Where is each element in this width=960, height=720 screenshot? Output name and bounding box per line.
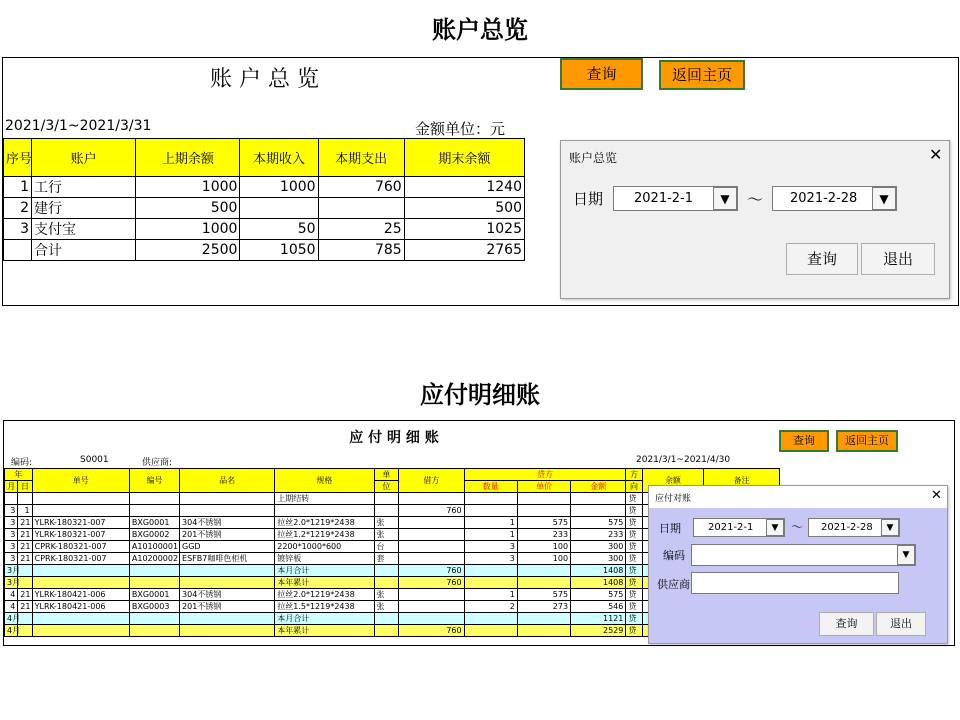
sheet-title: 应 付 明 细 账 xyxy=(349,430,439,446)
cell-day: 21 xyxy=(18,553,32,565)
cell-month: 4 xyxy=(5,589,18,601)
col-header-credit: 贷方 xyxy=(464,469,626,481)
cell-qty xyxy=(464,613,517,625)
cell-direction: 贷 xyxy=(626,553,642,565)
col-header: 本期支出 xyxy=(318,139,404,177)
cell-month: 3 xyxy=(5,553,18,565)
cell-month: 4 xyxy=(5,601,18,613)
dropdown-arrow-icon[interactable]: ▼ xyxy=(766,519,784,536)
col-header-price: 单价 xyxy=(517,481,570,493)
cell-price: 100 xyxy=(517,541,570,553)
code-label: 编码 xyxy=(663,549,685,562)
cell-day: 21 xyxy=(18,589,32,601)
cell-debit xyxy=(399,529,465,541)
col-header-doc: 单号 xyxy=(32,469,129,493)
cell-qty xyxy=(464,625,517,637)
cell-name xyxy=(180,493,275,505)
cell-debit xyxy=(399,613,465,625)
cell: 500 xyxy=(136,198,240,219)
cell-month: 3月 xyxy=(5,565,18,577)
date-from-value: 2021-2-1 xyxy=(634,191,694,206)
cell-name: 304不锈钢 xyxy=(180,589,275,601)
date-label: 日期 xyxy=(573,190,604,208)
cell-spec: 拉丝2.0*1219*2438 xyxy=(275,517,374,529)
cell-debit: 760 xyxy=(399,625,465,637)
cell: 1000 xyxy=(240,177,318,198)
cell-month: 3 xyxy=(5,541,18,553)
cell xyxy=(4,240,32,261)
cell-code: BXG0001 xyxy=(129,517,179,529)
cell-qty xyxy=(464,505,517,517)
cell-amount: 300 xyxy=(571,553,626,565)
cell-spec: 拉丝1.2*1219*2438 xyxy=(275,529,374,541)
cell-price: 273 xyxy=(517,601,570,613)
cell-amount: 300 xyxy=(571,541,626,553)
cell-unit xyxy=(374,577,399,589)
cell: 1025 xyxy=(404,219,524,240)
cell: 2 xyxy=(4,198,32,219)
cell-price xyxy=(517,625,570,637)
cell-doc xyxy=(32,505,129,517)
cell-month: 4月 xyxy=(5,613,18,625)
cell-debit: 760 xyxy=(399,565,465,577)
account-overview-dialog xyxy=(560,140,950,299)
cell-name xyxy=(180,577,275,589)
col-header-unit: 单 xyxy=(374,469,399,481)
col-header: 序号 xyxy=(4,139,32,177)
cell-debit xyxy=(399,541,465,553)
col-header-year: 年 xyxy=(5,469,33,481)
col-header-unit: 位 xyxy=(374,481,399,493)
cell-day xyxy=(18,493,32,505)
cell-doc xyxy=(32,565,129,577)
cell-direction: 贷 xyxy=(626,577,642,589)
cell-unit xyxy=(374,625,399,637)
cell-direction: 贷 xyxy=(626,493,642,505)
cell-amount: 233 xyxy=(571,529,626,541)
col-header-day: 日 xyxy=(18,481,32,493)
cell-qty: 1 xyxy=(464,589,517,601)
cell-spec: 上期结转 xyxy=(275,493,374,505)
cell: 工行 xyxy=(32,177,136,198)
col-header-name: 品名 xyxy=(180,469,275,493)
cell-direction: 贷 xyxy=(626,517,642,529)
cell-day: 21 xyxy=(18,541,32,553)
table-row xyxy=(4,177,525,198)
cell-amount: 1408 xyxy=(571,565,626,577)
dialog-titlebar xyxy=(649,486,947,508)
cell-spec: 2200*1000*600 xyxy=(275,541,374,553)
query-button[interactable]: 查询 xyxy=(560,58,643,90)
slide1-heading: 账户总览 xyxy=(432,15,528,44)
dialog-title: 账户总览 xyxy=(569,151,618,165)
cell-day: 1 xyxy=(18,505,32,517)
col-header: 本期收入 xyxy=(240,139,318,177)
date-to-combo[interactable] xyxy=(808,518,900,537)
cell-month xyxy=(5,493,18,505)
period-label: 2021/3/1~2021/4/30 xyxy=(636,455,731,465)
slide2-heading: 应付明细账 xyxy=(420,380,540,409)
cell-spec: 拉丝1.5*1219*2438 xyxy=(275,601,374,613)
tilde-separator: ～ xyxy=(747,190,764,209)
cell-day: 21 xyxy=(18,529,32,541)
date-from-combo[interactable] xyxy=(613,186,738,211)
cell-name: 304不锈钢 xyxy=(180,517,275,529)
cell-unit xyxy=(374,565,399,577)
cell: 建行 xyxy=(32,198,136,219)
cell-qty xyxy=(464,565,517,577)
cell-debit: 760 xyxy=(399,577,465,589)
payable-reconcile-dialog xyxy=(648,485,948,644)
cell-amount xyxy=(571,493,626,505)
cell-direction: 贷 xyxy=(626,625,642,637)
cell xyxy=(318,198,404,219)
cell: 50 xyxy=(240,219,318,240)
col-header-spec: 规格 xyxy=(275,469,374,493)
dropdown-arrow-icon[interactable]: ▼ xyxy=(713,187,737,210)
cell: 1050 xyxy=(240,240,318,261)
cell: 1240 xyxy=(404,177,524,198)
cell-direction: 贷 xyxy=(626,601,642,613)
cell-name: 201不锈钢 xyxy=(180,529,275,541)
cell-amount xyxy=(571,505,626,517)
cell-code xyxy=(129,625,179,637)
cell-qty: 2 xyxy=(464,601,517,613)
query-button[interactable]: 查询 xyxy=(779,430,829,452)
cell-doc: CPRK-180321-007 xyxy=(32,541,129,553)
cell-doc: YLRK-180321-007 xyxy=(32,529,129,541)
dialog-exit-button[interactable]: 退出 xyxy=(861,243,935,275)
col-header-month: 月 xyxy=(5,481,18,493)
dialog-query-button[interactable]: 查询 xyxy=(786,243,858,275)
col-header-remark: 备注 xyxy=(704,469,780,493)
cell: 1000 xyxy=(136,219,240,240)
date-to-combo[interactable] xyxy=(772,186,897,211)
code-combo[interactable] xyxy=(691,544,916,566)
col-header: 上期余额 xyxy=(136,139,240,177)
account-table xyxy=(3,138,525,261)
dialog-query-button[interactable]: 查询 xyxy=(819,612,874,636)
cell-doc xyxy=(32,613,129,625)
cell: 760 xyxy=(318,177,404,198)
col-header-amount: 金额 xyxy=(571,481,626,493)
col-header-code: 编号 xyxy=(129,469,179,493)
cell-day: 21 xyxy=(18,601,32,613)
cell-qty xyxy=(464,493,517,505)
cell: 支付宝 xyxy=(32,219,136,240)
cell-name: GGD xyxy=(180,541,275,553)
code-value: S0001 xyxy=(80,455,109,465)
cell: 3 xyxy=(4,219,32,240)
cell-name xyxy=(180,625,275,637)
cell-price xyxy=(517,565,570,577)
cell-code: BXG0003 xyxy=(129,601,179,613)
close-icon[interactable]: ✕ xyxy=(931,488,942,503)
code-label: 编码: xyxy=(11,458,33,468)
col-header-balance: 余额 xyxy=(642,469,703,493)
cell xyxy=(240,198,318,219)
cell-code xyxy=(129,493,179,505)
cell-spec: 本月合计 xyxy=(275,613,374,625)
cell-spec: 拉丝2.0*1219*2438 xyxy=(275,589,374,601)
col-header: 期末余额 xyxy=(404,139,524,177)
cell-spec: 本年累计 xyxy=(275,625,374,637)
cell-name: 201不锈钢 xyxy=(180,601,275,613)
cell-code xyxy=(129,505,179,517)
cell-price xyxy=(517,493,570,505)
cell: 785 xyxy=(318,240,404,261)
cell-code xyxy=(129,577,179,589)
cell-qty: 1 xyxy=(464,517,517,529)
cell-price: 100 xyxy=(517,553,570,565)
cell-price xyxy=(517,613,570,625)
cell-unit: 台 xyxy=(374,541,399,553)
cell-spec: 本月合计 xyxy=(275,565,374,577)
cell-debit xyxy=(399,517,465,529)
col-header-qty: 数量 xyxy=(464,481,517,493)
cell-amount: 1408 xyxy=(571,577,626,589)
cell-spec xyxy=(275,505,374,517)
cell: 合计 xyxy=(32,240,136,261)
cell-month: 3 xyxy=(5,505,18,517)
cell-unit xyxy=(374,493,399,505)
cell-debit xyxy=(399,493,465,505)
unit-label: 金额单位：元 xyxy=(415,120,506,138)
cell-code: A10100001 xyxy=(129,541,179,553)
tilde-separator: ～ xyxy=(791,520,804,534)
cell-doc: YLRK-180421-006 xyxy=(32,589,129,601)
cell-doc: YLRK-180421-006 xyxy=(32,601,129,613)
date-from-value: 2021-2-1 xyxy=(708,522,754,533)
cell-name xyxy=(180,505,275,517)
cell-doc xyxy=(32,493,129,505)
cell-unit xyxy=(374,505,399,517)
cell-unit: 套 xyxy=(374,553,399,565)
cell-qty: 3 xyxy=(464,553,517,565)
cell-price: 233 xyxy=(517,529,570,541)
close-icon[interactable]: ✕ xyxy=(929,145,943,164)
col-header: 账户 xyxy=(32,139,136,177)
cell-amount: 1121 xyxy=(571,613,626,625)
supplier-label: 供应商 xyxy=(657,578,690,591)
col-header-direction: 方 xyxy=(626,469,642,481)
cell-month: 3 xyxy=(5,517,18,529)
cell-direction: 贷 xyxy=(626,565,642,577)
date-from-combo[interactable] xyxy=(693,518,785,537)
cell-qty: 3 xyxy=(464,541,517,553)
sheet-title: 账 户 总 览 xyxy=(210,67,319,92)
period-label: 2021/3/1~2021/3/31 xyxy=(5,118,152,134)
cell-amount: 575 xyxy=(571,517,626,529)
cell-debit: 760 xyxy=(399,505,465,517)
cell-code: BXG0001 xyxy=(129,589,179,601)
cell-unit: 张 xyxy=(374,589,399,601)
cell-month: 4月 xyxy=(5,625,18,637)
cell-price: 575 xyxy=(517,517,570,529)
cell: 500 xyxy=(404,198,524,219)
cell: 2500 xyxy=(136,240,240,261)
dropdown-arrow-icon[interactable]: ▼ xyxy=(897,545,915,565)
cell-spec: 本年累计 xyxy=(275,577,374,589)
date-to-value: 2021-2-28 xyxy=(790,191,858,206)
col-header-direction: 向 xyxy=(626,481,642,493)
cell: 25 xyxy=(318,219,404,240)
cell-unit xyxy=(374,613,399,625)
cell-doc xyxy=(32,577,129,589)
table-row-total xyxy=(4,240,525,261)
cell-unit: 张 xyxy=(374,529,399,541)
table-row xyxy=(4,198,525,219)
cell: 2765 xyxy=(404,240,524,261)
cell-direction: 贷 xyxy=(626,541,642,553)
cell-unit: 张 xyxy=(374,601,399,613)
return-home-button[interactable]: 返回主页 xyxy=(659,60,745,90)
cell-day: 21 xyxy=(18,517,32,529)
cell-doc: YLRK-180321-007 xyxy=(32,517,129,529)
cell-direction: 贷 xyxy=(626,529,642,541)
dropdown-arrow-icon[interactable]: ▼ xyxy=(872,187,896,210)
cell-price xyxy=(517,577,570,589)
cell-code xyxy=(129,565,179,577)
cell-debit xyxy=(399,589,465,601)
cell-code xyxy=(129,613,179,625)
cell-month: 3月 xyxy=(5,577,18,589)
cell-amount: 546 xyxy=(571,601,626,613)
cell-code: A10200002 xyxy=(129,553,179,565)
cell-month: 3 xyxy=(5,529,18,541)
cell-code: BXG0002 xyxy=(129,529,179,541)
cell-name xyxy=(180,613,275,625)
cell-direction: 贷 xyxy=(626,589,642,601)
return-home-button[interactable]: 返回主页 xyxy=(836,430,898,452)
cell-qty: 1 xyxy=(464,529,517,541)
cell-doc xyxy=(32,625,129,637)
cell: 1000 xyxy=(136,177,240,198)
cell-direction: 贷 xyxy=(626,505,642,517)
col-header-debit: 借方 xyxy=(399,469,465,493)
cell-qty xyxy=(464,577,517,589)
cell-amount: 2529 xyxy=(571,625,626,637)
cell-amount: 575 xyxy=(571,589,626,601)
cell-debit xyxy=(399,553,465,565)
cell-spec: 镀锌板 xyxy=(275,553,374,565)
dialog-exit-button[interactable]: 退出 xyxy=(876,612,926,636)
supplier-label: 供应商: xyxy=(142,458,173,468)
cell-name xyxy=(180,565,275,577)
dialog-title: 应付对账 xyxy=(655,494,692,504)
dropdown-arrow-icon[interactable]: ▼ xyxy=(881,519,899,536)
cell: 1 xyxy=(4,177,32,198)
table-row xyxy=(4,219,525,240)
date-to-value: 2021-2-28 xyxy=(821,522,873,533)
date-label: 日期 xyxy=(659,522,681,535)
cell-price xyxy=(517,505,570,517)
cell-doc: CPRK-180321-007 xyxy=(32,553,129,565)
cell-price: 575 xyxy=(517,589,570,601)
cell-name: ESFB7咖啡色柜机 xyxy=(180,553,275,565)
cell-unit: 张 xyxy=(374,517,399,529)
supplier-input[interactable] xyxy=(691,572,899,594)
cell-direction: 贷 xyxy=(626,613,642,625)
cell-debit xyxy=(399,601,465,613)
